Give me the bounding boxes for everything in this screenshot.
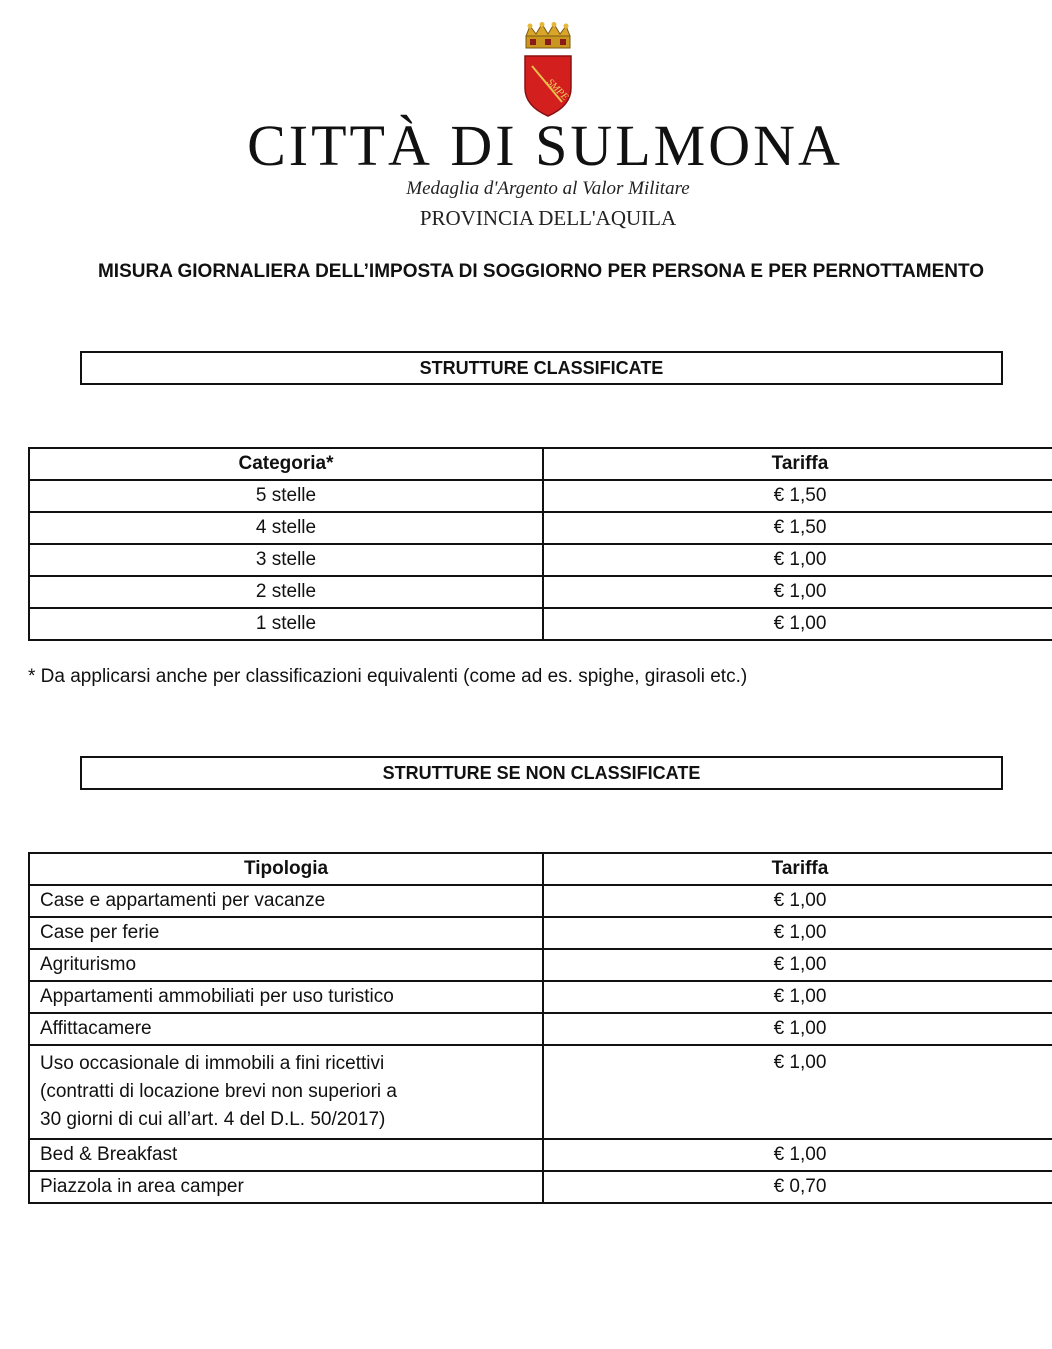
column-header-category: Categoria* [29, 448, 543, 480]
type-cell-line: (contratti di locazione brevi non superiori a [40, 1081, 397, 1102]
rate-cell: € 1,00 [543, 885, 1052, 917]
rate-cell: € 1,00 [543, 917, 1052, 949]
rate-cell: € 1,00 [543, 544, 1052, 576]
city-crest-icon [520, 22, 576, 118]
column-header-rate: Tariffa [543, 853, 1052, 885]
type-cell: Case e appartamenti per vacanze [29, 885, 543, 917]
table-row [29, 949, 1052, 981]
type-cell-line: 30 giorni di cui all’art. 4 del D.L. 50/2017) [40, 1109, 386, 1130]
table-row [29, 576, 1052, 608]
table-row [29, 608, 1052, 640]
page-title: MISURA GIORNALIERA DELL’IMPOSTA DI SOGGIORNO PER PERSONA E PER PERNOTTAMENTO [97, 261, 985, 282]
category-cell: 2 stelle [29, 576, 543, 608]
category-cell: 3 stelle [29, 544, 543, 576]
rate-cell: € 1,00 [543, 1139, 1052, 1171]
category-cell: 5 stelle [29, 480, 543, 512]
classified-footnote: * Da applicarsi anche per classificazioni equivalenti (come ad es. spighe, girasoli etc.) [28, 666, 748, 687]
rate-cell: € 1,00 [543, 576, 1052, 608]
section-title-non-classified: STRUTTURE SE NON CLASSIFICATE [80, 756, 1003, 790]
column-header-type: Tipologia [29, 853, 543, 885]
classified-rates-table [28, 447, 1052, 641]
province-name: PROVINCIA DELL'AQUILA [419, 206, 677, 230]
rate-cell: € 0,70 [543, 1171, 1052, 1203]
table-row [29, 981, 1052, 1013]
table-row [29, 480, 1052, 512]
type-cell-line: Uso occasionale di immobili a fini ricettivi [40, 1053, 385, 1074]
type-cell: Affittacamere [29, 1013, 543, 1045]
category-cell: 1 stelle [29, 608, 543, 640]
section-title-classified: STRUTTURE CLASSIFICATE [80, 351, 1003, 385]
type-cell: Bed & Breakfast [29, 1139, 543, 1171]
table-row [29, 1139, 1052, 1171]
rate-cell: € 1,00 [543, 1013, 1052, 1045]
non-classified-rates-table [28, 852, 1052, 1204]
city-motto: Medaglia d'Argento al Valor Militare [406, 178, 690, 199]
rate-cell: € 1,00 [543, 949, 1052, 981]
table-row [29, 885, 1052, 917]
table-header-row [29, 853, 1052, 885]
rate-cell: € 1,00 [543, 608, 1052, 640]
table-header-row [29, 448, 1052, 480]
table-row [29, 544, 1052, 576]
crown-icon [526, 22, 570, 48]
type-cell: Agriturismo [29, 949, 543, 981]
table-row [29, 1171, 1052, 1203]
type-cell: Appartamenti ammobiliati per uso turistico [29, 981, 543, 1013]
city-title: CITTÀ DI SULMONA [247, 113, 843, 178]
rate-cell: € 1,50 [543, 480, 1052, 512]
type-cell [29, 1045, 543, 1139]
rate-cell: € 1,00 [543, 1045, 1052, 1139]
table-row [29, 1045, 1052, 1139]
column-header-rate: Tariffa [543, 448, 1052, 480]
table-row [29, 1013, 1052, 1045]
rate-cell: € 1,50 [543, 512, 1052, 544]
category-cell: 4 stelle [29, 512, 543, 544]
type-cell: Case per ferie [29, 917, 543, 949]
table-row [29, 917, 1052, 949]
table-row [29, 512, 1052, 544]
rate-cell: € 1,00 [543, 981, 1052, 1013]
type-cell: Piazzola in area camper [29, 1171, 543, 1203]
crest-lettering: SMPE [544, 76, 571, 103]
